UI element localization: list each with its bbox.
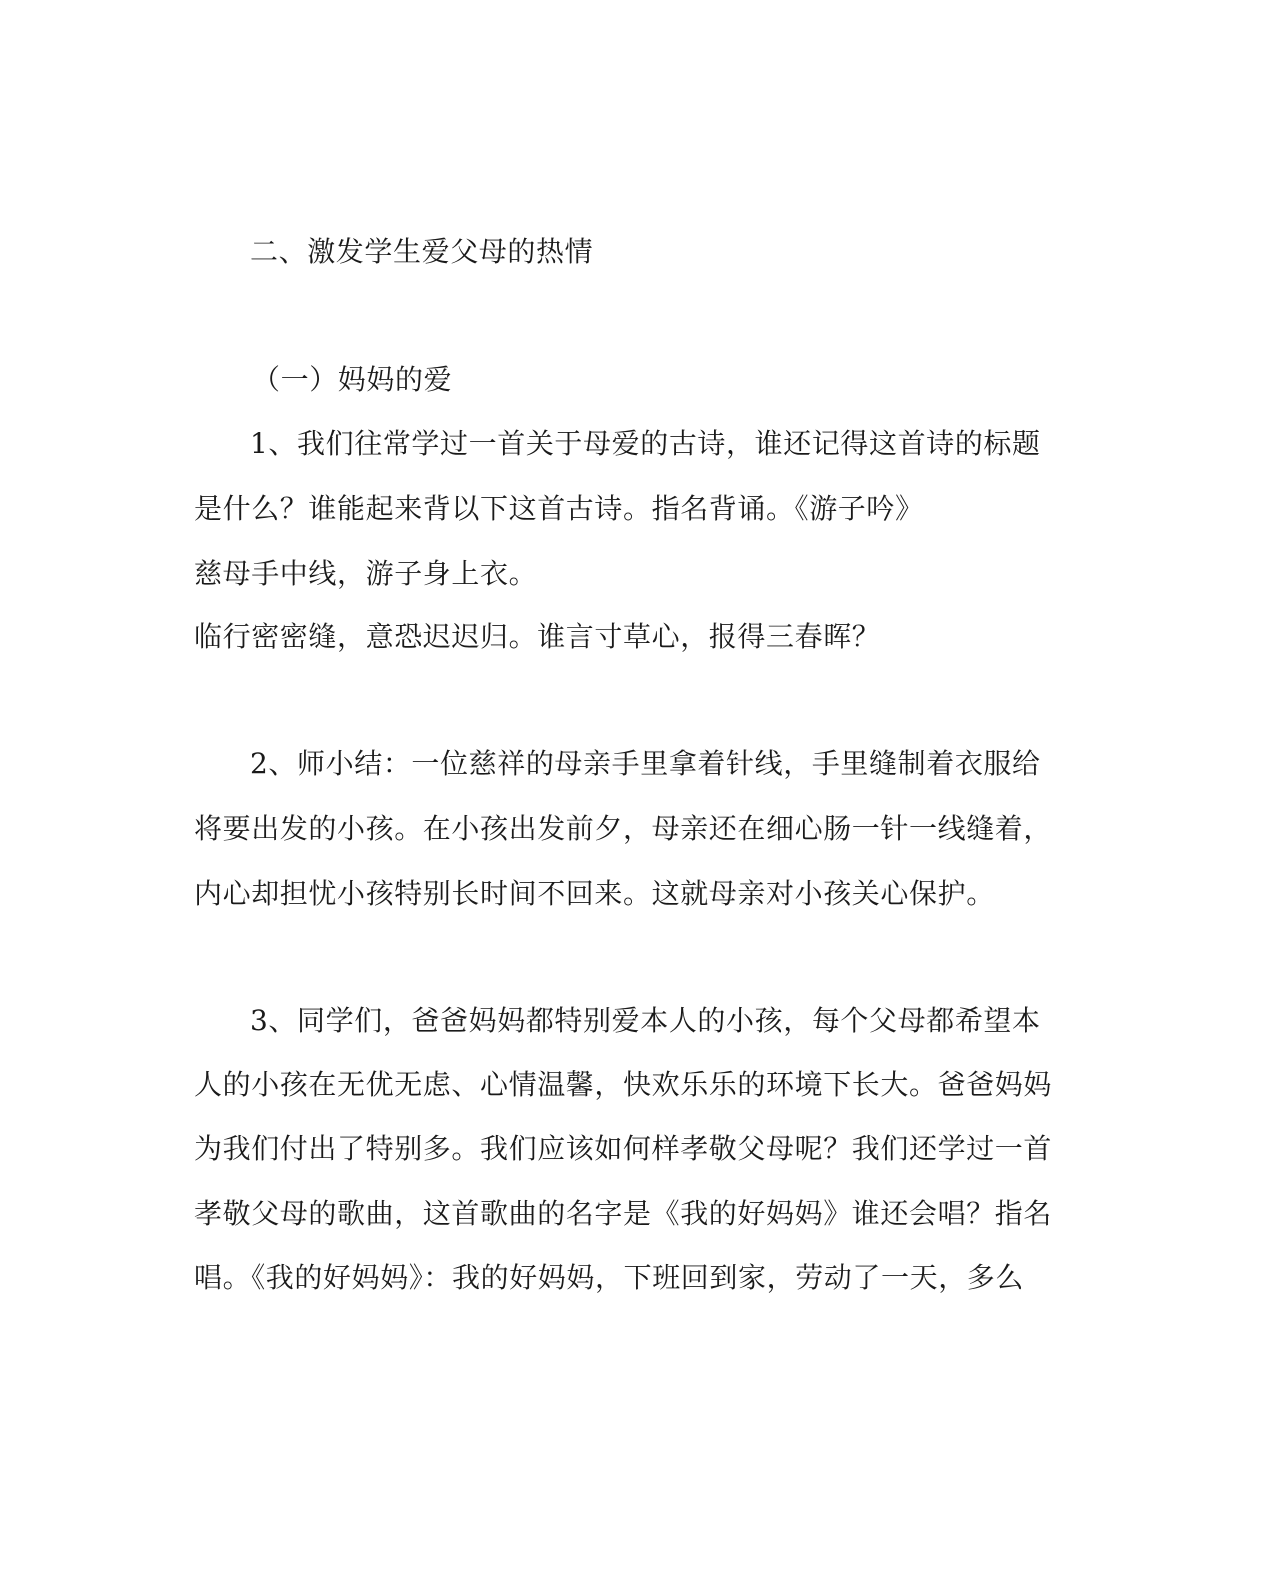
poem-line: 慈母手中线，游子身上衣。 [194,557,538,590]
poem-line: 临行密密缝，意恐迟迟归。谁言寸草心，报得三春晖？ [194,620,881,653]
section-heading: 二、激发学生爱父母的热情 [250,235,594,268]
text-line: 1、我们往常学过一首关于母爱的古诗，谁还记得这首诗的标题 [250,427,1041,460]
text-line: 孝敬父母的歌曲，这首歌曲的名字是《我的好妈妈》谁还会唱？指名 [194,1197,1053,1230]
text-line: 人的小孩在无优无虑、心情温馨，快欢乐乐的环境下长大。爸爸妈妈 [194,1068,1053,1101]
text-line: 将要出发的小孩。在小孩出发前夕，母亲还在细心肠一针一线缝着， [194,812,1053,845]
text-line: 唱。《我的好妈妈》：我的好妈妈，下班回到家，劳动了一天，多么 [194,1261,1025,1294]
text-line: 内心却担忧小孩特别长时间不回来。这就母亲对小孩关心保护。 [194,877,995,910]
text-line: 2、师小结：一位慈祥的母亲手里拿着针线，手里缝制着衣服给 [250,747,1041,780]
text-line: 是什么？谁能起来背以下这首古诗。指名背诵。《游子吟》 [194,492,924,525]
text-line: 3、同学们，爸爸妈妈都特别爱本人的小孩，每个父母都希望本 [250,1004,1041,1037]
subsection-heading: （一）妈妈的爱 [252,363,453,396]
text-line: 为我们付出了特别多。我们应该如何样孝敬父母呢？我们还学过一首 [194,1132,1053,1165]
